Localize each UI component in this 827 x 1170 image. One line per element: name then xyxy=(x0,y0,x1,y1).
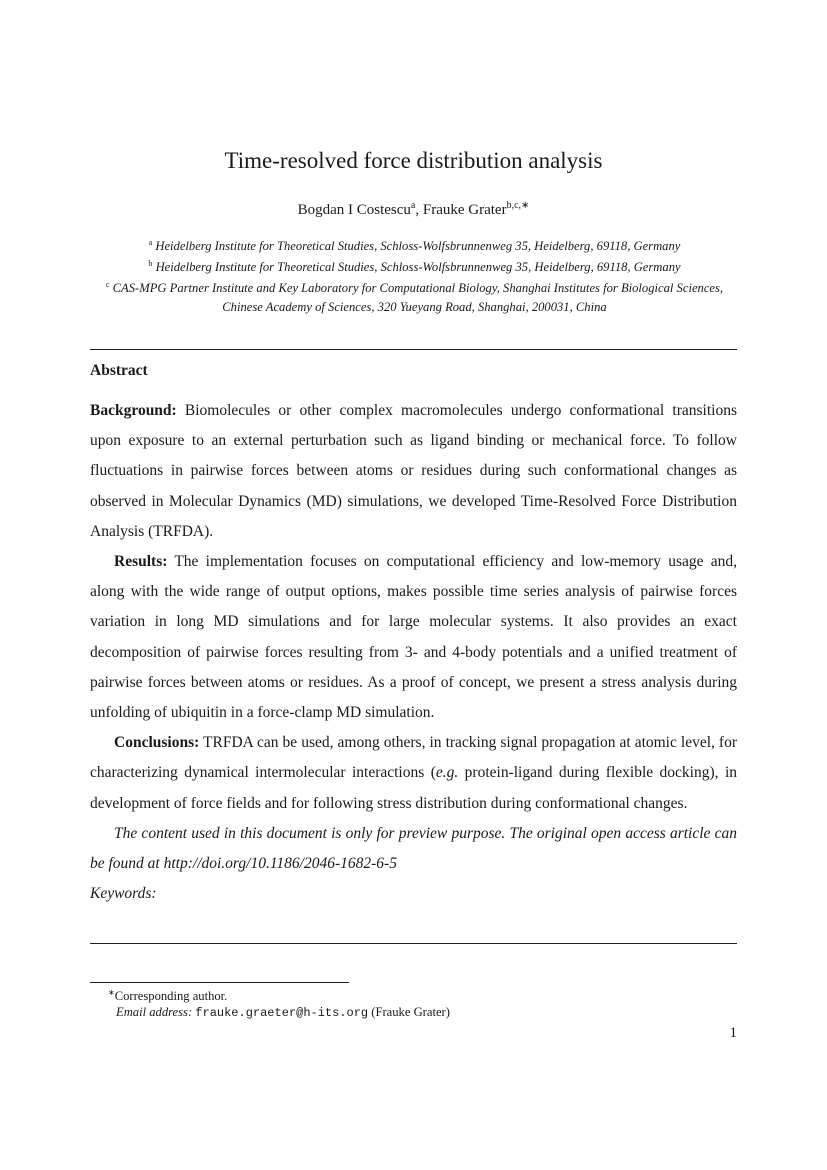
affiliation-list xyxy=(92,234,737,316)
page-number: 1 xyxy=(729,1025,737,1041)
footnote-rule xyxy=(90,982,349,983)
abstract-conclusions xyxy=(90,728,737,819)
affiliation xyxy=(92,276,737,315)
email-label: Email address: xyxy=(116,1005,193,1020)
preview-note: The content used in this document is only for preview purpose. The original open access article can be found at http://doi.org/10.1186/2046-1682-6-5 xyxy=(90,824,737,873)
conclusions-eg: e.g. xyxy=(435,764,459,782)
author-name: Frauke Grater xyxy=(422,202,507,218)
author-list xyxy=(0,200,827,219)
author-affiliation-marker: b,c,∗ xyxy=(506,200,530,211)
background-text: Biomolecules or other complex macromolecules undergo conformational transitions upon exposure to an external perturbation such as ligand binding or mechanical force. To follow fluctuations in pairwise forces between atoms or residues during such conformational changes as observed in Molecular Dynamics (MD) simulations, we developed Time-Resolved Force Distribution Analysis (TRFDA). xyxy=(90,402,737,540)
results-label: Results: xyxy=(114,553,168,571)
affiliation-text: Heidelberg Institute for Theoretical Studies, Schloss-Wolfsbrunnenweg 35, Heidelberg, 69118, Germany xyxy=(155,239,681,254)
author-affiliation-marker: a xyxy=(410,200,416,211)
email-note xyxy=(90,1004,737,1021)
affiliation-text: Heidelberg Institute for Theoretical Studies, Schloss-Wolfsbrunnenweg 35, Heidelberg, 69118, Germany xyxy=(155,260,681,275)
affiliation xyxy=(92,255,737,276)
author-separator: , xyxy=(415,202,423,218)
corresponding-author-text: Corresponding author. xyxy=(114,989,228,1004)
email-owner: (Frauke Grater) xyxy=(368,1005,450,1020)
affiliation-marker: b xyxy=(148,259,153,269)
affiliation xyxy=(92,234,737,255)
conclusions-text: TRFDA can be used, among others, in tracking signal propagation at atomic level, for characterizing dynamical intermolecular interactions ( xyxy=(90,734,737,782)
abstract-bottom-rule xyxy=(90,943,737,944)
abstract-results xyxy=(90,547,737,728)
author-name: Bogdan I Costescu xyxy=(297,202,411,218)
background-label: Background: xyxy=(90,402,177,419)
affiliation-text: CAS-MPG Partner Institute and Key Laboratory for Computational Biology, Shanghai Institutes for Biological Sciences, Chinese Academy of Sciences, 320 Yueyang Road, Shanghai, 200031, China xyxy=(112,281,724,314)
abstract-heading: Abstract xyxy=(90,362,148,379)
conclusions-label: Conclusions: xyxy=(114,734,200,752)
affiliation-marker: a xyxy=(148,238,153,247)
affiliation-marker: c xyxy=(105,280,110,290)
conclusions-text-cont: protein-ligand during flexible docking), in development of force fields and for following stress distribution during conformational changes. xyxy=(90,764,737,812)
abstract-top-rule xyxy=(90,349,737,350)
keywords-label: Keywords: xyxy=(90,885,157,903)
footnote xyxy=(90,985,737,1021)
results-text: The implementation focuses on computational efficiency and low-memory usage and, along with the wide range of output options, makes possible time series analysis of pairwise forces variation in long MD simulations and for large molecular systems. It also provides an exact decomposition of pairwise forces resulting from 3- and 4-body potentials and a unified treatment of pairwise forces between atoms or residues. As a proof of concept, we present a stress analysis during unfolding of ubiquitin in a force-clamp MD simulation. xyxy=(90,553,737,722)
paper-title: Time-resolved force distribution analysis xyxy=(224,148,603,173)
footnote-marker: ∗ xyxy=(108,988,115,997)
abstract-body xyxy=(90,396,737,909)
corresponding-author-note xyxy=(90,985,737,1004)
abstract-background xyxy=(90,396,737,547)
email-address-link[interactable]: frauke.graeter@h-its.org xyxy=(195,1006,369,1021)
